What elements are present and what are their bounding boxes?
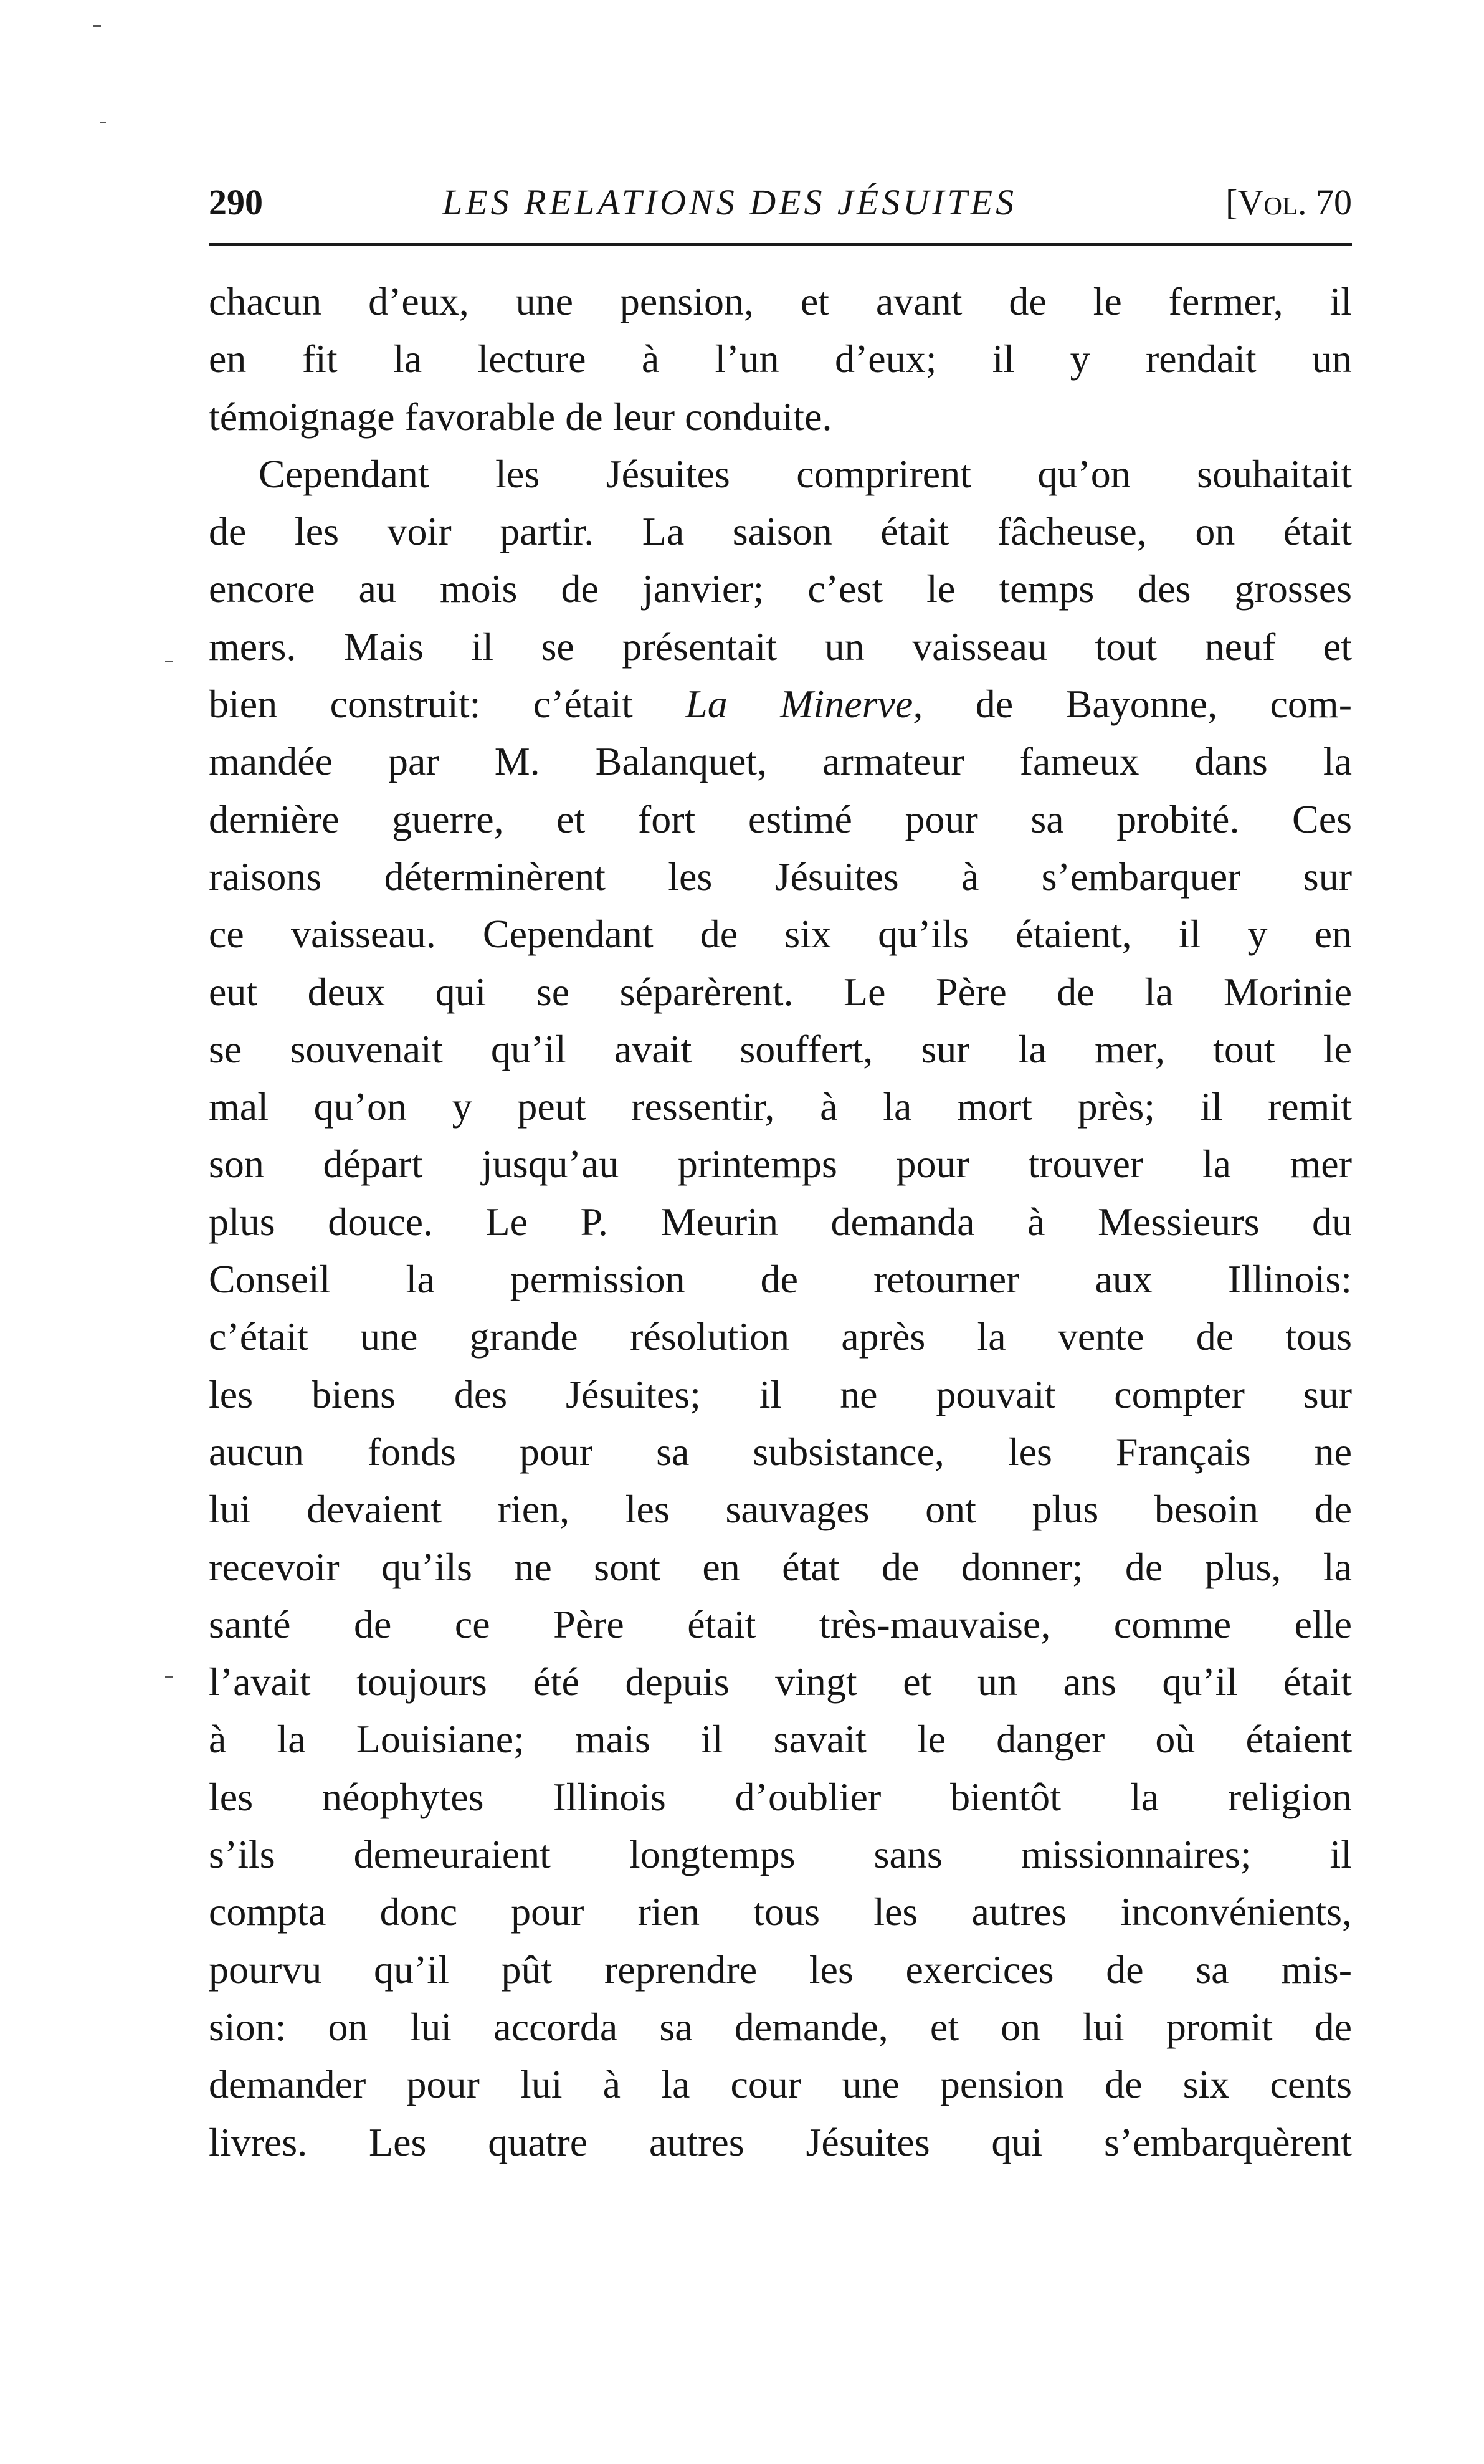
text-line-12: ce vaisseau. Cependant de six qu’ils étaient, il y en [209, 912, 1352, 957]
text-line-18: Conseil la permission de retourner aux Illinois: [209, 1257, 1352, 1302]
text-line-2: en fit la lecture à l’un d’eux; il y rendait un [209, 337, 1352, 381]
running-head [209, 178, 1352, 227]
scan-speck [100, 122, 106, 123]
text-line-23: recevoir qu’ils ne sont en état de donner; de plus, la [209, 1544, 1352, 1589]
text-line-25: l’avait toujours été depuis vingt et un ans qu’il était [209, 1659, 1352, 1704]
text-line-13: eut deux qui se séparèrent. Le Père de la Morinie [209, 969, 1352, 1014]
text-line-27: les néophytes Illinois d’oublier bientôt la religion [209, 1774, 1352, 1819]
text-line-16: son départ jusqu’au printemps pour trouver la mer [209, 1142, 1352, 1187]
running-title: LES RELATIONS DES JÉSUITES [442, 182, 1017, 222]
text-line-31: sion: on lui accorda sa demande, et on lui promit de [209, 2004, 1352, 2049]
header-rule [209, 243, 1352, 246]
page-number: 290 [209, 182, 263, 222]
scan-speck [165, 661, 173, 662]
volume-label: [Vol. 70 [1225, 182, 1352, 222]
text-line-10: dernière guerre, et fort estimé pour sa probité. Ces [209, 796, 1352, 841]
text-line-24: santé de ce Père était très-mauvaise, comme elle [209, 1602, 1352, 1646]
text-line-19: c’était une grande résolution après la vente de tous [209, 1314, 1352, 1359]
scan-speck [165, 1676, 173, 1678]
text-line-1: chacun d’eux, une pension, et avant de le fermer, il [209, 279, 1352, 323]
text-line-8 [209, 676, 1352, 733]
text-line-9: mandée par M. Balanquet, armateur fameux dans la [209, 739, 1352, 784]
text-line-3: témoignage favorable de leur conduite. [209, 394, 832, 439]
body-text [209, 273, 1352, 2171]
text-line-33: livres. Les quatre autres Jésuites qui s’embarquèrent [209, 2119, 1352, 2164]
text-line-6: encore au mois de janvier; c’est le temps des grosses [209, 566, 1352, 611]
text-line-30: pourvu qu’il pût reprendre les exercices de sa mis- [209, 1947, 1352, 1992]
text-line-32: demander pour lui à la cour une pension de six cents [209, 2062, 1352, 2107]
scan-speck [93, 25, 101, 27]
text-line-7: mers. Mais il se présentait un vaisseau tout neuf et [209, 624, 1352, 669]
text-line-8-start: bien construit: c’était [209, 682, 686, 727]
text-line-5: de les voir partir. La saison était fâcheuse, on était [209, 509, 1352, 554]
text-line-8-end: de Bayonne, com- [923, 682, 1353, 727]
ship-name: La Minerve, [685, 682, 923, 727]
text-line-20: les biens des Jésuites; il ne pouvait compter sur [209, 1372, 1352, 1416]
text-line-28: s’ils demeuraient longtemps sans missionnaires; il [209, 1832, 1352, 1877]
text-line-26: à la Louisiane; mais il savait le danger où étaient [209, 1717, 1352, 1762]
text-line-29: compta donc pour rien tous les autres inconvénients, [209, 1889, 1352, 1934]
text-line-14: se souvenait qu’il avait souffert, sur la mer, tout le [209, 1026, 1352, 1071]
text-line-21: aucun fonds pour sa subsistance, les Français ne [209, 1429, 1352, 1474]
text-line-11: raisons déterminèrent les Jésuites à s’embarquer sur [209, 854, 1352, 899]
text-line-22: lui devaient rien, les sauvages ont plus besoin de [209, 1487, 1352, 1532]
text-line-4: Cependant les Jésuites comprirent qu’on souhaitait [259, 451, 1352, 496]
text-line-15: mal qu’on y peut ressentir, à la mort près; il remit [209, 1084, 1352, 1129]
text-line-17: plus douce. Le P. Meurin demanda à Messieurs du [209, 1199, 1352, 1244]
